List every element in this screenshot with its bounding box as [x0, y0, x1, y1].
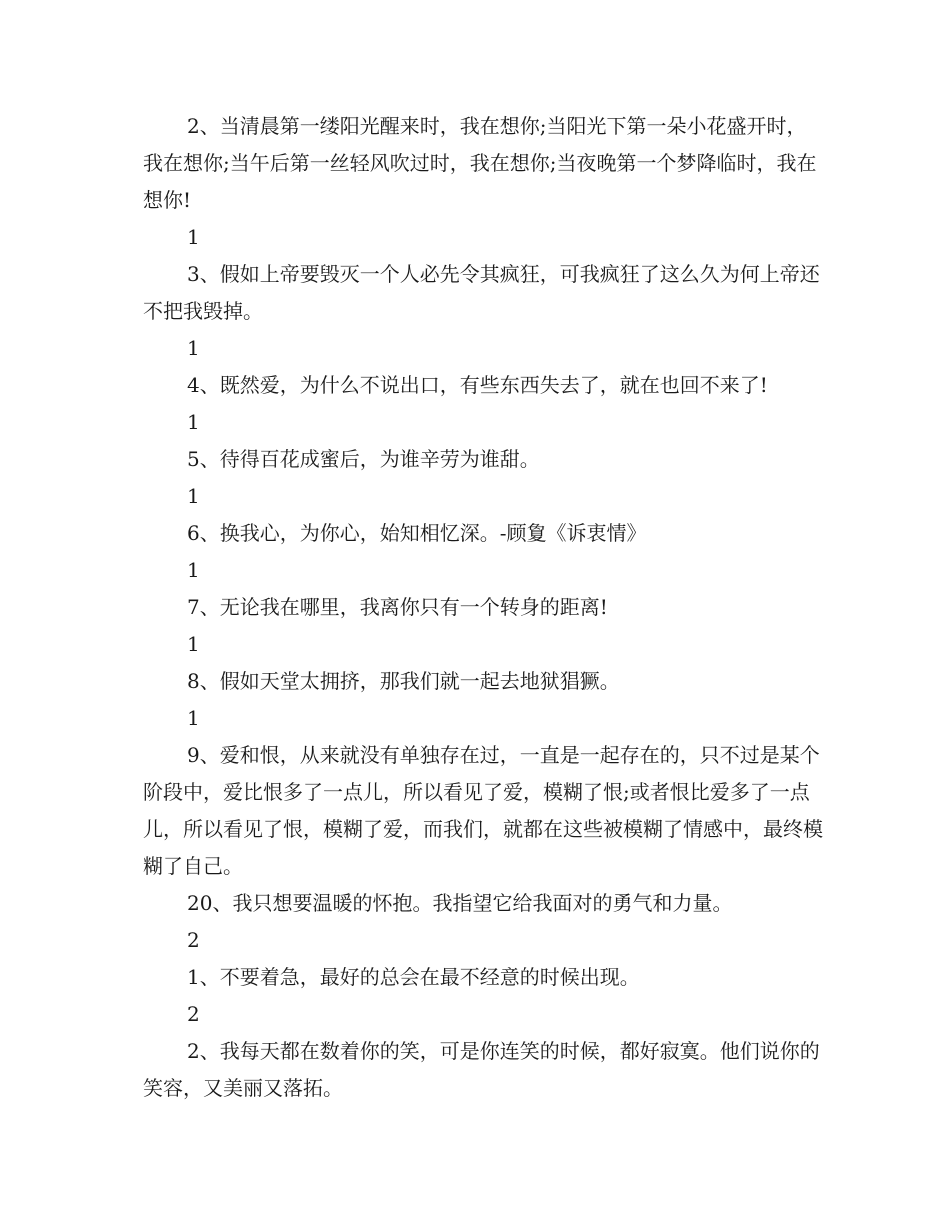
paragraph-quote-5: 5、待得百花成蜜后，为谁辛劳为谁甜。	[187, 447, 540, 471]
paragraph-quote-7: 7、无论我在哪里，我离你只有一个转身的距离!	[187, 595, 608, 619]
section-number: 1	[187, 225, 200, 249]
paragraph-quote-22: 2、我每天都在数着你的笑，可是你连笑的时候，都好寂寞。他们说你的笑容，又美丽又落拓。	[143, 1039, 820, 1100]
paragraph-quote-21: 1、不要着急，最好的总会在最不经意的时候出现。	[187, 965, 640, 989]
section-number: 1	[187, 558, 200, 582]
section-number: 2	[187, 1002, 200, 1026]
section-number: 1	[187, 410, 200, 434]
section-number: 1	[187, 484, 200, 508]
paragraph-quote-8: 8、假如天堂太拥挤，那我们就一起去地狱猖獗。	[187, 669, 620, 693]
paragraph-quote-3: 3、假如上帝要毁灭一个人必先令其疯狂，可我疯狂了这么久为何上帝还不把我毁掉。	[143, 262, 820, 323]
paragraph-quote-2: 2、当清晨第一缕阳光醒来时，我在想你;当阳光下第一朵小花盛开时，我在想你;当午后第一丝轻风吹过时，我在想你;当夜晚第一个梦降临时，我在想你!	[143, 114, 817, 212]
document-body	[143, 108, 823, 1107]
section-number: 1	[187, 336, 200, 360]
section-number: 1	[187, 706, 200, 730]
paragraph-quote-6: 6、换我心，为你心，始知相忆深。-顾夐《诉衷情》	[187, 521, 647, 545]
section-number: 2	[187, 928, 200, 952]
paragraph-quote-9: 9、爱和恨，从来就没有单独存在过，一直是一起存在的，只不过是某个阶段中，爱比恨多了一点儿，所以看见了爱，模糊了恨;或者恨比爱多了一点儿，所以看见了恨，模糊了爱，而我们，就都在这些被模糊了情感中，最终模糊了自己。	[143, 743, 823, 878]
section-number: 1	[187, 632, 200, 656]
paragraph-quote-4: 4、既然爱，为什么不说出口，有些东西失去了，就在也回不来了!	[187, 373, 768, 397]
paragraph-quote-20: 20、我只想要温暖的怀抱。我指望它给我面对的勇气和力量。	[187, 891, 733, 915]
